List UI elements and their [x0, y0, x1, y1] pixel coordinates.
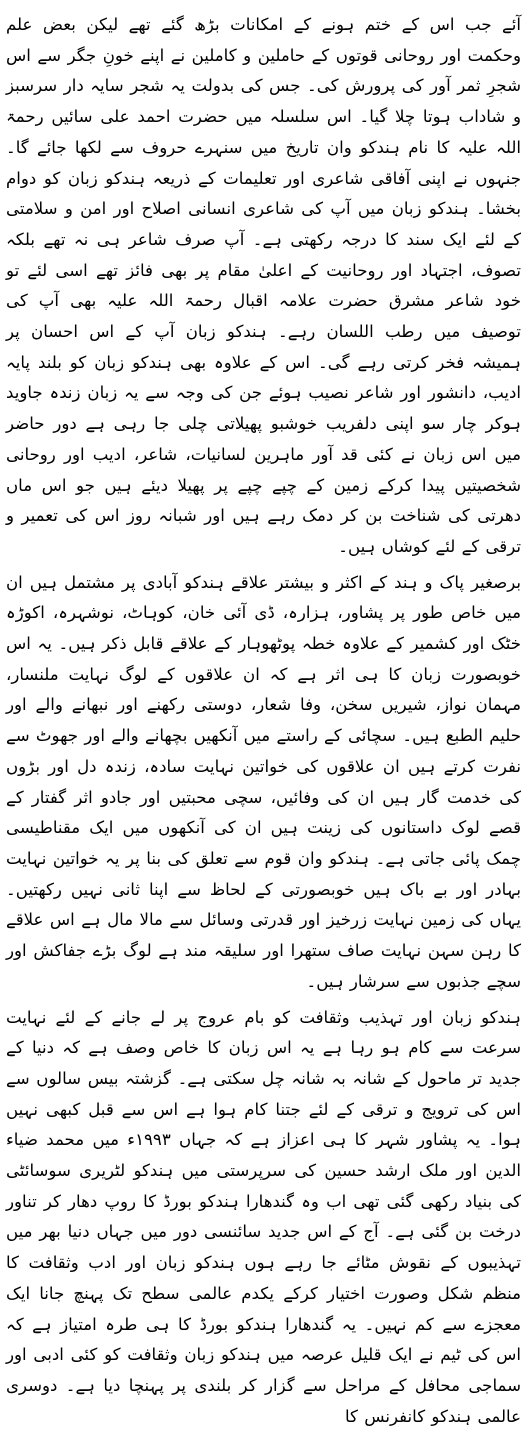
paragraph-2: برصغیر پاک و ہند کے اکثر و بیشتر علاقے ہندکو آبادی پر مشتمل ہیں ان میں خاص طور پر پشاور، ہزارہ، ڈی آئی خان، کوہاٹ، نوشہرہ، اکوڑہ خٹک اور کشمیر کے علاوہ خطہ پوٹھوہار کے علاقے قابل ذکر ہیں۔ یہ اس خوبصورت زبان کا ہی اثر ہے کہ ان علاقوں کے لوگ نہایت ملنسار، مہمان نواز، شیریں سخن، وفا شعار، دوستی رکھنے اور نبھانے والے اور حلیم الطبع ہیں۔ سچائی کے راستے میں آنکھیں بچھانے والے اور جھوٹ سے نفرت کرتے ہیں ان علاقوں کی خواتین نہایت سادہ، زندہ دل اور بڑوں کی خدمت گار ہیں ان کی وفائیں، سچی محبتیں اور جادو اثر گفتار کے قصے لوک داستانوں کی زینت ہیں ان کی آنکھوں میں ایک مقناطیسی چمک پائی جاتی ہے۔ ہندکو وان قوم سے تعلق کی بنا پر یہ خواتین نہایت بہادر اور بے باک ہیں خوبصورتی کے لحاظ سے اپنا ثانی نہیں رکھتیں۔ یہاں کی زمین نہایت زرخیز اور قدرتی وسائل سے مالا مال ہے اس علاقے کا رہن سہن نہایت صاف ستھرا اور سلیقہ مند ہے لوگ بڑے جفاکش اور سچے جذبوں سے سرشار ہیں۔	[6, 568, 521, 998]
paragraph-3: ہندکو زبان اور تہذیب وثقافت کو بام عروج پر لے جانے کے لئے نہایت سرعت سے کام ہو رہا ہے یہ اس زبان کا خاص وصف ہے کہ دنیا کے جدید تر ماحول کے شانہ بہ شانہ چل سکتی ہے۔ گزشتہ بیس سالوں سے اس کی ترویج و ترقی کے لئے جتنا کام ہوا ہے اس سے قبل کبھی نہیں ہوا۔ یہ پشاور شہر کا ہی اعزاز ہے کہ جہاں ۱۹۹۳ء میں محمد ضیاء الدین اور ملک ارشد حسین کی سرپرستی میں ہندکو لٹریری سوسائٹی کی بنیاد رکھی گئی تھی اب وہ گندھارا ہندکو بورڈ کا روپ دھار کر تناور درخت بن گئی ہے۔ آج کے اس جدید سائنسی دور میں جہاں دنیا بھر میں تہذیبوں کے نقوش مٹائے جا رہے ہوں ہندکو زبان اور ادب وثقافت کا منظم شکل وصورت اختیار کرکے یکدم عالمی سطح تک پہنچ جانا ایک معجزے سے کم نہیں۔ یہ گندھارا ہندکو بورڈ کا ہی طرہ امتیاز ہے کہ اس کی ٹیم نے ایک قلیل عرصہ میں ہندکو زبان وثقافت کو کئی ادبی اور سماجی محافل کے مراحل سے گزار کر بلندی پر پہنچا دیا ہے۔ دوسری عالمی ہندکو کانفرنس کا	[6, 1003, 521, 1432]
paragraph-1: آئے جب اس کے ختم ہونے کے امکانات بڑھ گئے تھے لیکن بعض علم وحکمت اور روحانی قوتوں کے حاملین و کاملین نے اپنے خونِ جگر سے اس شجرِ ثمر آور کی پرورش کی۔ جس کی بدولت یہ شجر سایہ دار سرسبز و شاداب ہوتا چلا گیا۔ اس سلسلہ میں حضرت احمد علی سائیں رحمۃ اللہ علیہ کا نام ہندکو وان تاریخ میں سنہرے حروف سے لکھا جائے گا۔ جنہوں نے اپنی آفاقی شاعری اور تعلیمات کے ذریعہ ہندکو زبان کو دوام بخشا۔ ہندکو زبان میں آپ کی شاعری انسانی اصلاح اور امن و سلامتی کے لئے ایک سند کا درجہ رکھتی ہے۔ آپ صرف شاعر ہی نہ تھے بلکہ تصوف، اجتہاد اور روحانیت کے اعلیٰ مقام پر بھی فائز تھے اسی لئے تو خود شاعر مشرق حضرت علامہ اقبال رحمۃ اللہ علیہ بھی آپ کی توصیف میں رطب اللسان رہے۔ ہندکو زبان آپ کے اس احسان پر ہمیشہ فخر کرتی رہے گی۔ اس کے علاوہ بھی ہندکو زبان کو بلند پایہ ادیب، دانشور اور شاعر نصیب ہوئے جن کی وجہ سے یہ زبان زندہ جاوید ہوکر چار سو اپنی دلفریب خوشبو پھیلاتی چلی جا رہی ہے دور حاضر میں اس زبان نے کئی قد آور ماہرین لسانیات، شاعر، ادیب اور روحانی شخصیتیں پیدا کرکے زمین کے چپے چپے پر پھیلا دیئے ہیں جو اس ماں دھرتی کی شناخت بن کر دمک رہے ہیں اور شبانہ روز اس کی تعمیر و ترقی کے لئے کوشاں ہیں۔	[6, 10, 521, 563]
